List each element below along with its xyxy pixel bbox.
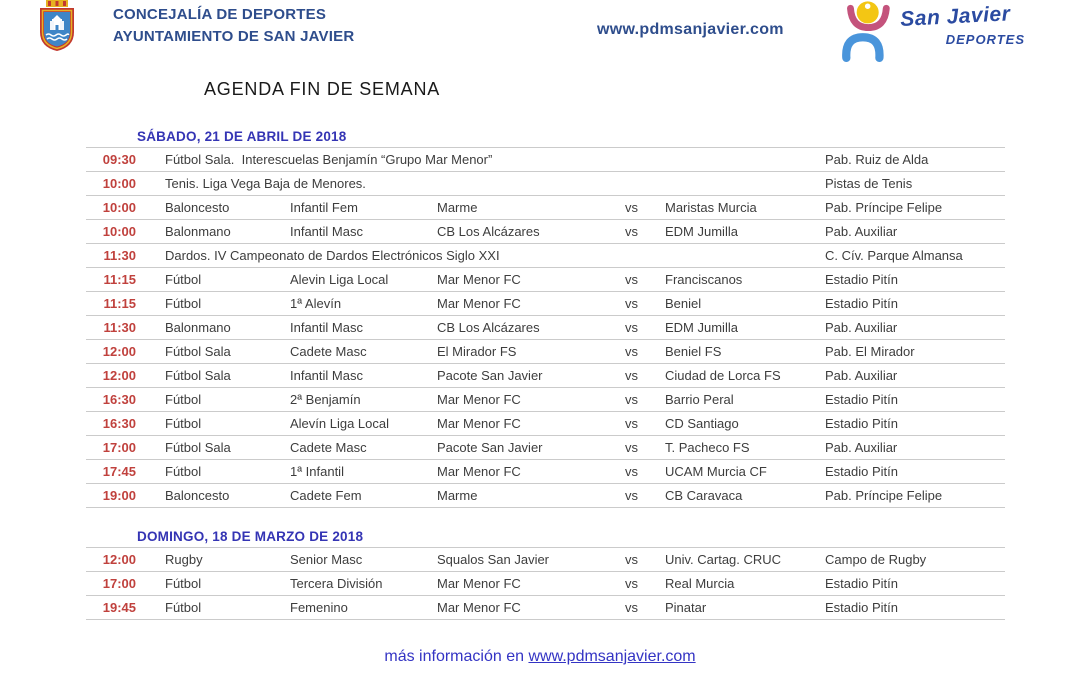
event-row bbox=[86, 292, 1005, 316]
saturday-section bbox=[86, 126, 1005, 508]
vs-label: vs bbox=[625, 464, 638, 479]
event-time: 17:45 bbox=[102, 464, 136, 479]
event-row bbox=[86, 244, 1005, 268]
event-venue: Pab. Auxiliar bbox=[825, 320, 898, 335]
event-home-team: Mar Menor FC bbox=[437, 600, 521, 615]
event-away-team: Barrio Peral bbox=[665, 392, 734, 407]
vs-label: vs bbox=[625, 272, 638, 287]
event-time: 17:00 bbox=[102, 576, 136, 591]
event-sport: Baloncesto bbox=[165, 488, 230, 503]
event-away-team: Univ. Cartag. CRUC bbox=[665, 552, 782, 567]
event-row bbox=[86, 388, 1005, 412]
sunday-heading: DOMINGO, 18 DE MARZO DE 2018 bbox=[86, 526, 1005, 548]
event-away-team: CB Caravaca bbox=[665, 488, 743, 503]
event-sport: Rugby bbox=[165, 552, 203, 567]
event-time: 12:00 bbox=[102, 368, 136, 383]
event-venue: Estadio Pitín bbox=[825, 600, 898, 615]
event-venue: Pab. El Mirador bbox=[825, 344, 915, 359]
event-row bbox=[86, 172, 1005, 196]
footer bbox=[0, 648, 1080, 666]
event-sport: Fútbol Sala bbox=[165, 344, 231, 359]
event-sport: Baloncesto bbox=[165, 200, 230, 215]
weekend-schedule bbox=[86, 126, 1005, 620]
event-category: Alevín Liga Local bbox=[290, 416, 390, 431]
event-home-team: Mar Menor FC bbox=[437, 296, 521, 311]
event-time: 12:00 bbox=[102, 552, 136, 567]
organization-line1: CONCEJALÍA DE DEPORTES bbox=[113, 6, 327, 23]
event-category: Tercera División bbox=[290, 576, 383, 591]
event-category: Infantil Fem bbox=[290, 200, 358, 215]
organization-line2: AYUNTAMIENTO DE SAN JAVIER bbox=[113, 28, 355, 45]
event-sport: Fútbol bbox=[165, 416, 202, 431]
event-time: 09:30 bbox=[102, 152, 136, 167]
event-home-team: CB Los Alcázares bbox=[437, 224, 540, 239]
event-venue: Pab. Auxiliar bbox=[825, 224, 898, 239]
event-sport: Fútbol bbox=[165, 464, 202, 479]
san-javier-deportes-figure-icon bbox=[828, 0, 906, 62]
event-category: Infantil Masc bbox=[290, 224, 363, 239]
vs-label: vs bbox=[625, 440, 638, 455]
event-time: 19:45 bbox=[102, 600, 136, 615]
page-title: AGENDA FIN DE SEMANA bbox=[204, 79, 441, 99]
vs-label: vs bbox=[625, 200, 638, 215]
vs-label: vs bbox=[625, 224, 638, 239]
event-row bbox=[86, 364, 1005, 388]
event-away-team: T. Pacheco FS bbox=[665, 440, 750, 455]
event-venue: Pab. Auxiliar bbox=[825, 440, 898, 455]
brand-subtitle: DEPORTES bbox=[945, 32, 1025, 47]
event-home-team: Squalos San Javier bbox=[437, 552, 550, 567]
event-sport: Fútbol bbox=[165, 392, 202, 407]
footer-text: más información en bbox=[384, 648, 524, 665]
event-description: Fútbol Sala. Interescuelas Benjamín “Grupo Mar Menor” bbox=[165, 152, 493, 167]
event-venue: Pab. Auxiliar bbox=[825, 368, 898, 383]
website-url-header: www.pdmsanjavier.com bbox=[597, 21, 784, 38]
event-home-team: Marme bbox=[437, 488, 478, 503]
event-category: 1ª Alevín bbox=[290, 296, 342, 311]
event-time: 17:00 bbox=[102, 440, 136, 455]
event-time: 11:15 bbox=[103, 272, 136, 287]
vs-label: vs bbox=[625, 600, 638, 615]
event-away-team: Franciscanos bbox=[665, 272, 743, 287]
event-away-team: CD Santiago bbox=[665, 416, 739, 431]
event-sport: Fútbol bbox=[165, 272, 202, 287]
event-category: 1ª Infantil bbox=[290, 464, 344, 479]
event-sport: Fútbol bbox=[165, 296, 202, 311]
event-sport: Fútbol bbox=[165, 576, 202, 591]
event-category: Cadete Masc bbox=[290, 344, 367, 359]
brand-name: San Javier bbox=[899, 2, 1011, 32]
vs-label: vs bbox=[625, 344, 638, 359]
sunday-rows bbox=[86, 548, 1005, 620]
event-sport: Balonmano bbox=[165, 320, 231, 335]
event-row bbox=[86, 596, 1005, 620]
vs-label: vs bbox=[625, 392, 638, 407]
vs-label: vs bbox=[625, 368, 638, 383]
event-row bbox=[86, 316, 1005, 340]
event-venue: Campo de Rugby bbox=[825, 552, 927, 567]
event-home-team: Mar Menor FC bbox=[437, 392, 521, 407]
event-time: 19:00 bbox=[102, 488, 136, 503]
event-venue: Estadio Pitín bbox=[825, 272, 898, 287]
event-category: 2ª Benjamín bbox=[290, 392, 361, 407]
event-row bbox=[86, 268, 1005, 292]
event-home-team: Mar Menor FC bbox=[437, 416, 521, 431]
event-time: 11:15 bbox=[103, 296, 136, 311]
event-row bbox=[86, 148, 1005, 172]
event-away-team: Real Murcia bbox=[665, 576, 735, 591]
event-venue: Pab. Ruiz de Alda bbox=[825, 152, 929, 167]
event-sport: Fútbol bbox=[165, 600, 202, 615]
event-away-team: EDM Jumilla bbox=[665, 224, 738, 239]
event-description: Dardos. IV Campeonato de Dardos Electrónicos Siglo XXI bbox=[165, 248, 500, 263]
event-venue: Estadio Pitín bbox=[825, 464, 898, 479]
event-away-team: Pinatar bbox=[665, 600, 707, 615]
event-row bbox=[86, 572, 1005, 596]
event-sport: Balonmano bbox=[165, 224, 231, 239]
event-home-team: Pacote San Javier bbox=[437, 440, 543, 455]
san-javier-coat-of-arms-icon bbox=[38, 0, 76, 52]
event-venue: C. Cív. Parque Almansa bbox=[825, 248, 963, 263]
event-row bbox=[86, 460, 1005, 484]
event-row bbox=[86, 436, 1005, 460]
event-home-team: Mar Menor FC bbox=[437, 272, 521, 287]
event-venue: Estadio Pitín bbox=[825, 392, 898, 407]
event-row bbox=[86, 412, 1005, 436]
event-time: 16:30 bbox=[102, 392, 136, 407]
event-venue: Estadio Pitín bbox=[825, 296, 898, 311]
event-time: 16:30 bbox=[102, 416, 136, 431]
event-away-team: Maristas Murcia bbox=[665, 200, 757, 215]
event-home-team: Mar Menor FC bbox=[437, 576, 521, 591]
brand-wordmark bbox=[899, 2, 1025, 47]
saturday-rows bbox=[86, 148, 1005, 508]
vs-label: vs bbox=[625, 488, 638, 503]
event-away-team: Ciudad de Lorca FS bbox=[665, 368, 781, 383]
event-venue: Pistas de Tenis bbox=[825, 176, 913, 191]
event-category: Senior Masc bbox=[290, 552, 363, 567]
event-venue: Estadio Pitín bbox=[825, 576, 898, 591]
event-venue: Estadio Pitín bbox=[825, 416, 898, 431]
event-row bbox=[86, 196, 1005, 220]
event-away-team: Beniel FS bbox=[665, 344, 722, 359]
saturday-heading: SÁBADO, 21 DE ABRIL DE 2018 bbox=[86, 126, 1005, 148]
vs-label: vs bbox=[625, 320, 638, 335]
event-category: Infantil Masc bbox=[290, 368, 363, 383]
event-category: Femenino bbox=[290, 600, 348, 615]
event-time: 11:30 bbox=[103, 320, 136, 335]
event-sport: Fútbol Sala bbox=[165, 368, 231, 383]
event-row bbox=[86, 340, 1005, 364]
vs-label: vs bbox=[625, 296, 638, 311]
event-description: Tenis. Liga Vega Baja de Menores. bbox=[165, 176, 366, 191]
event-venue: Pab. Príncipe Felipe bbox=[825, 488, 943, 503]
event-home-team: CB Los Alcázares bbox=[437, 320, 540, 335]
event-home-team: Pacote San Javier bbox=[437, 368, 543, 383]
event-category: Infantil Masc bbox=[290, 320, 363, 335]
event-row bbox=[86, 484, 1005, 508]
event-time: 10:00 bbox=[102, 176, 136, 191]
sunday-section bbox=[86, 526, 1005, 620]
event-sport: Fútbol Sala bbox=[165, 440, 231, 455]
organization-header bbox=[113, 4, 354, 48]
event-category: Cadete Fem bbox=[290, 488, 362, 503]
event-home-team: Marme bbox=[437, 200, 478, 215]
event-time: 11:30 bbox=[103, 248, 136, 263]
event-away-team: EDM Jumilla bbox=[665, 320, 738, 335]
event-away-team: Beniel bbox=[665, 296, 702, 311]
event-time: 10:00 bbox=[102, 224, 136, 239]
event-row bbox=[86, 220, 1005, 244]
event-row bbox=[86, 548, 1005, 572]
event-home-team: Mar Menor FC bbox=[437, 464, 521, 479]
event-home-team: El Mirador FS bbox=[437, 344, 517, 359]
footer-website-link[interactable]: www.pdmsanjavier.com bbox=[528, 648, 696, 665]
event-away-team: UCAM Murcia CF bbox=[665, 464, 767, 479]
event-venue: Pab. Príncipe Felipe bbox=[825, 200, 943, 215]
vs-label: vs bbox=[625, 552, 638, 567]
event-category: Alevin Liga Local bbox=[290, 272, 389, 287]
event-time: 10:00 bbox=[102, 200, 136, 215]
event-category: Cadete Masc bbox=[290, 440, 367, 455]
event-time: 12:00 bbox=[102, 344, 136, 359]
vs-label: vs bbox=[625, 576, 638, 591]
vs-label: vs bbox=[625, 416, 638, 431]
